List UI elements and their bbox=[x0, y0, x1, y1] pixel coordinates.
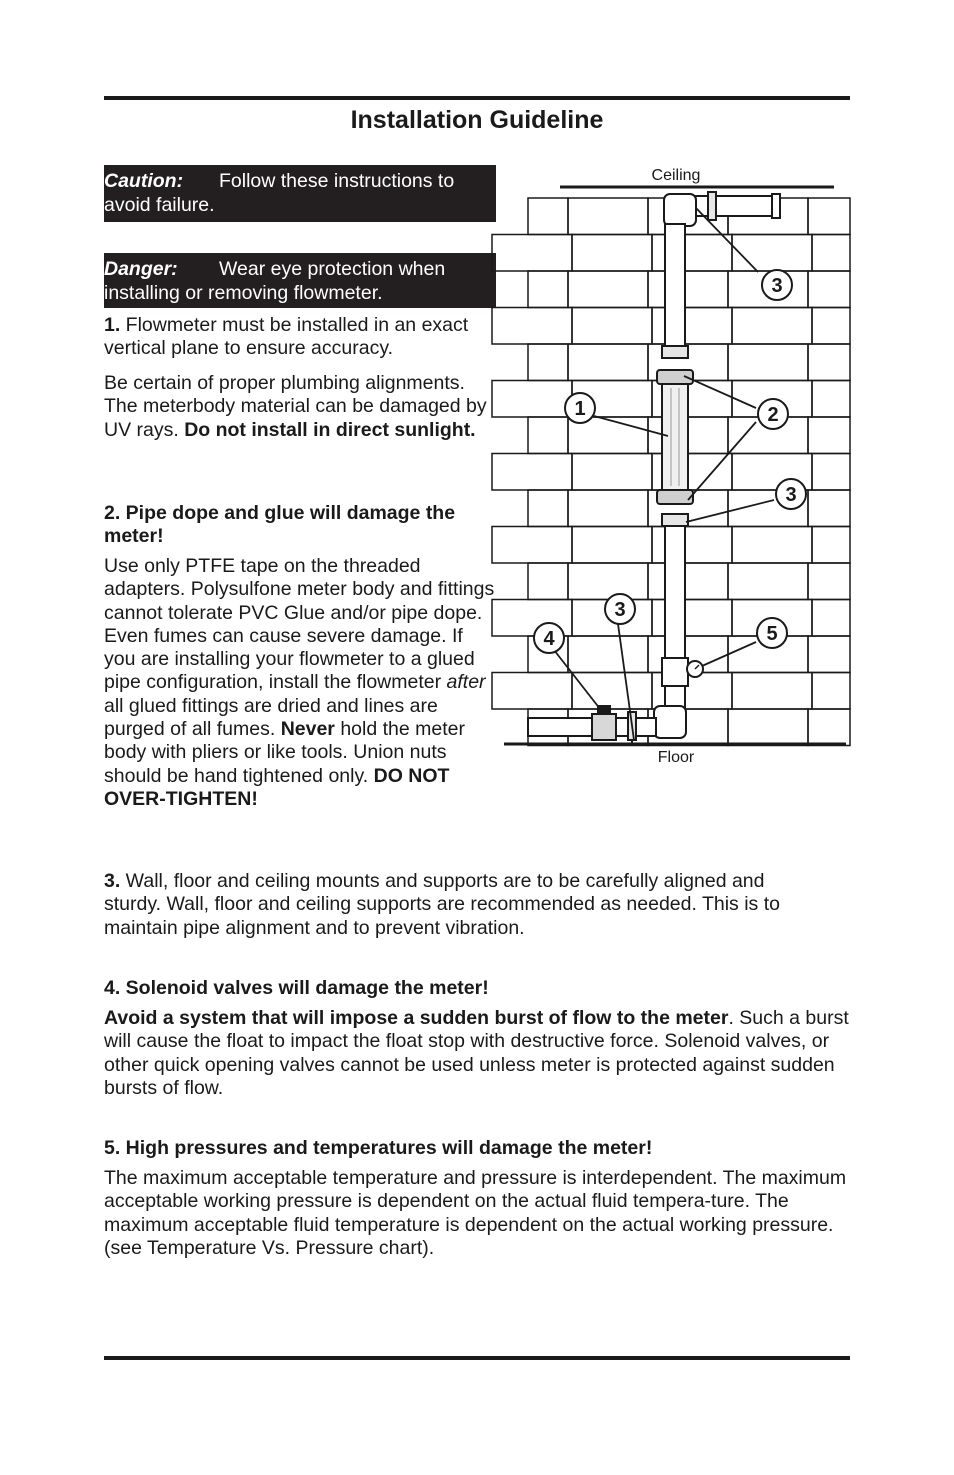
callout-5 bbox=[757, 618, 787, 648]
svg-text:1: 1 bbox=[574, 398, 586, 420]
svg-text:3: 3 bbox=[785, 484, 797, 506]
ceiling-label: Ceiling bbox=[651, 167, 701, 184]
caution-box bbox=[104, 165, 496, 222]
callout-2 bbox=[758, 399, 788, 429]
step2-heading: 2. Pipe dope and glue will damage the meter! bbox=[104, 502, 456, 548]
page-title: Installation Guideline bbox=[350, 106, 604, 134]
callout-3-top bbox=[762, 270, 792, 300]
callout-3-mid bbox=[776, 479, 806, 509]
callout-3-bottom bbox=[605, 594, 635, 624]
svg-text:3: 3 bbox=[771, 275, 783, 297]
step4-heading: 4. Solenoid valves will damage the meter! bbox=[104, 977, 489, 999]
top-rule bbox=[104, 96, 850, 100]
svg-text:3: 3 bbox=[614, 599, 626, 621]
step2-warning: DO NOT OVER-TIGHTEN! bbox=[104, 764, 450, 810]
danger-text-2: installing or removing flowmeter. bbox=[104, 282, 383, 304]
step2-text: Use only PTFE tape on the threaded adapters. Polysulfone meter body and fittings cannot tolerate PVC Glue and/or pipe dope. Even fumes can cause severe damage. If you are installing your flowmeter to a glued pipe configuration, install the flowmeter after all glued fittings are dried and lines are purged of all fumes. Never hold the meter body with pliers or like tools. Union nuts should be hand tightened only. DO NOT OVER-TIGHTEN! bbox=[104, 555, 495, 810]
step1-number: 1. bbox=[104, 314, 121, 336]
svg-text:5: 5 bbox=[766, 623, 778, 645]
installation-diagram bbox=[488, 160, 854, 772]
svg-text:4: 4 bbox=[543, 628, 555, 650]
callout-4 bbox=[534, 623, 564, 653]
caution-text-2: avoid failure. bbox=[104, 194, 215, 216]
bottom-rule bbox=[104, 1356, 850, 1360]
danger-box bbox=[104, 253, 496, 308]
step1-uv-text: Be certain of proper plumbing alignments. The meterbody material can be damaged by UV rays. Do not install in direct sunlight. bbox=[104, 372, 487, 441]
step5-heading: 5. High pressures and temperatures will damage the meter! bbox=[104, 1137, 653, 1159]
step1-warning: Do not install in direct sunlight. bbox=[184, 418, 476, 441]
step3-text: 3. Wall, floor and ceiling mounts and supports are to be carefully aligned and sturdy. Wall, floor and ceiling supports are recommended as needed. This is to maintain pipe alignment and to prevent vibration. bbox=[104, 870, 780, 939]
floor-label: Floor bbox=[657, 749, 695, 766]
svg-text:2: 2 bbox=[767, 404, 779, 426]
ceiling bbox=[560, 167, 834, 187]
callout-1 bbox=[565, 393, 595, 423]
danger-label: Danger: bbox=[104, 258, 178, 280]
step5-text: The maximum acceptable temperature and pressure is interdependent. The maximum acceptable working pressure is dependent on the actual fluid tempera-ture. The maximum acceptable fluid temperature is dependent on the actual working pressure. (see Temperature Vs. Pressure chart). bbox=[104, 1167, 847, 1259]
step3-number: 3. bbox=[104, 870, 121, 892]
step1-text: 1. Flowmeter must be installed in an exact vertical plane to ensure accuracy. bbox=[104, 314, 469, 360]
caution-label: Caution: bbox=[104, 170, 184, 192]
danger-text: Wear eye protection when bbox=[219, 258, 446, 280]
caution-text: Follow these instructions to bbox=[219, 170, 455, 192]
step4-text: Avoid a system that will impose a sudden burst of flow to the meter. Such a burst will cause the float to impact the float stop with destructive force. Solenoid valves, or other quick opening valves cannot be used unless meter is protected against sudden bursts of flow. bbox=[104, 1007, 849, 1099]
